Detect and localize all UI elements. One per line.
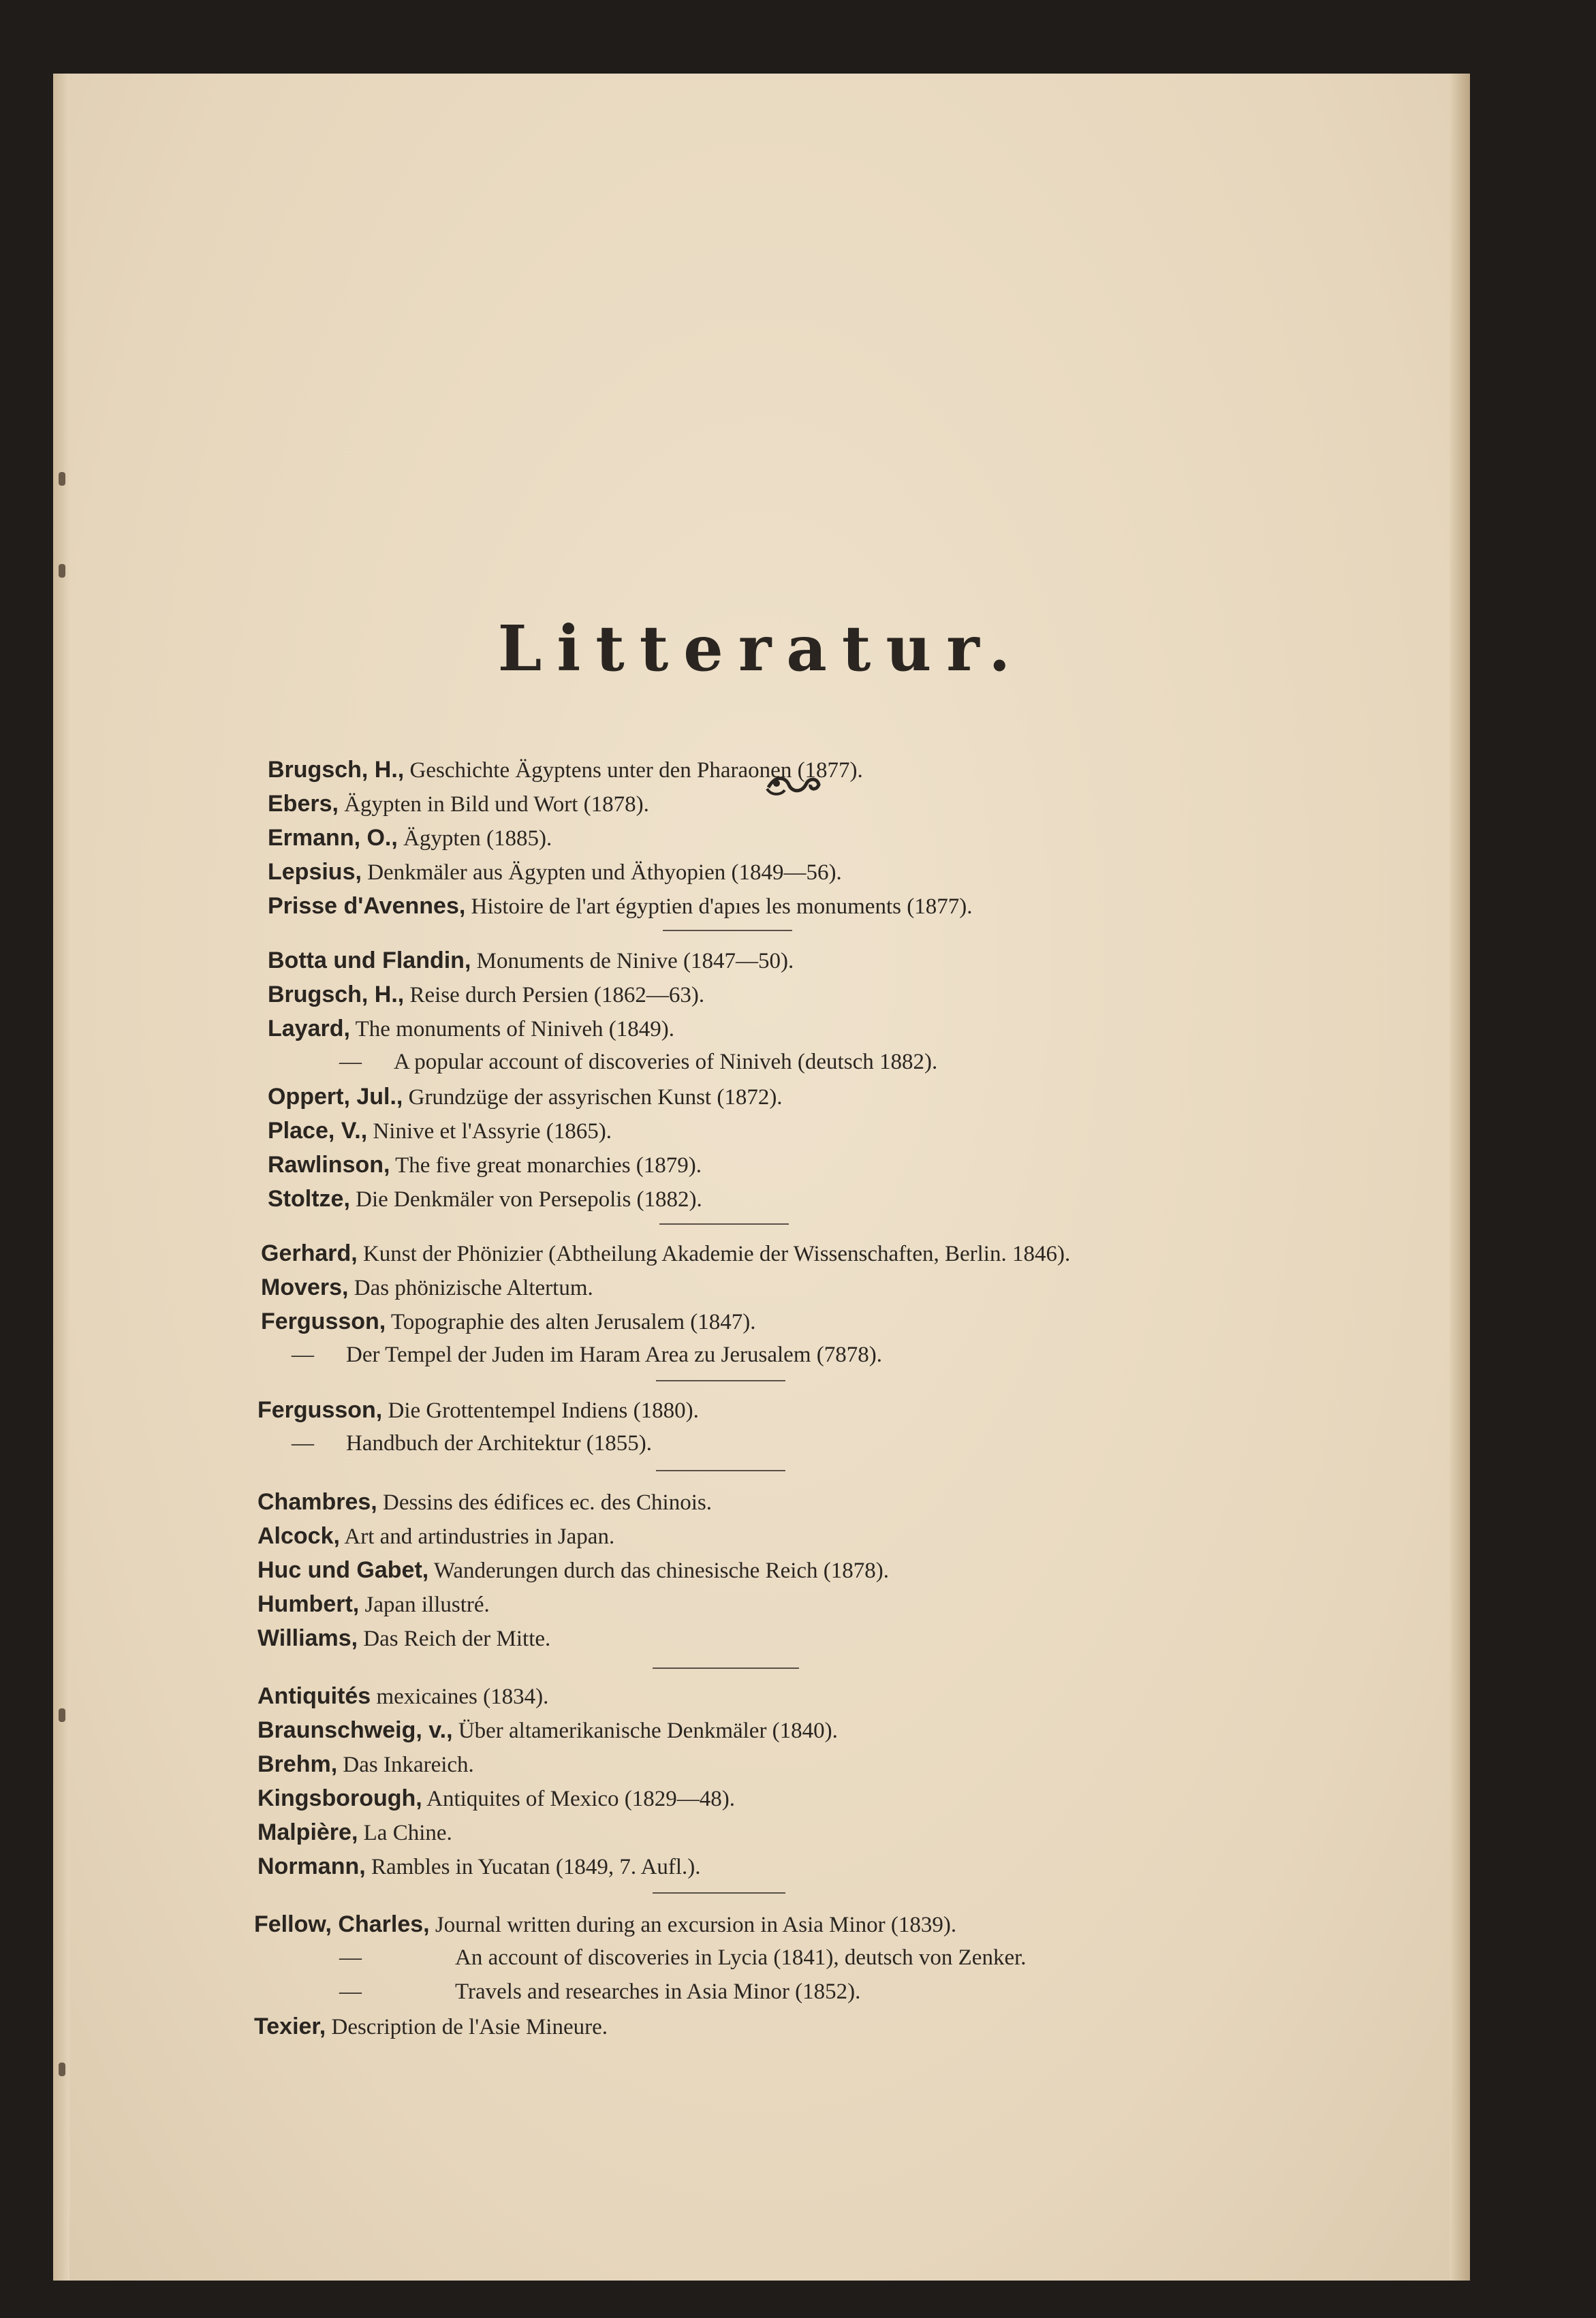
bibliography-entry: Oppert, Jul., Grundzüge der assyrischen Kunst (1872).	[268, 1084, 783, 1110]
section-divider	[659, 1223, 789, 1225]
bibliography-entry: Williams, Das Reich der Mitte.	[257, 1625, 551, 1651]
bibliography-entry: Rawlinson, The five great monarchies (1879).	[268, 1152, 702, 1178]
bibliography-entry: Humbert, Japan illustré.	[257, 1591, 490, 1617]
bibliography-entry: Ermann, O., Ägypten (1885).	[268, 825, 552, 851]
margin-mark	[59, 472, 65, 486]
bibliography-entry: — An account of discoveries in Lycia (1841), deutsch von Zenker.	[339, 1945, 1027, 1970]
margin-mark	[59, 2063, 65, 2076]
bibliography-entry: Fergusson, Die Grottentempel Indiens (1880).	[257, 1397, 699, 1423]
page-spine	[53, 74, 69, 2281]
bibliography-entry: Place, V., Ninive et l'Assyrie (1865).	[268, 1118, 612, 1144]
book-page	[53, 74, 1470, 2281]
section-divider	[653, 1892, 785, 1894]
bibliography-entry: Normann, Rambles in Yucatan (1849, 7. Aufl.).	[257, 1853, 701, 1879]
bibliography-entry: Chambres, Dessins des édifices ec. des Chinois.	[257, 1489, 712, 1515]
bibliography-entry: Lepsius, Denkmäler aus Ägypten und Äthyopien (1849—56).	[268, 859, 842, 885]
bibliography-entry: Prisse d'Avennes, Histoire de l'art égyptien d'apıes les monuments (1877).	[268, 893, 973, 919]
section-divider	[653, 1667, 799, 1669]
margin-mark	[59, 564, 65, 578]
page-title: Litteratur.	[497, 612, 1026, 685]
bibliography-entry: Fellow, Charles, Journal written during an excursion in Asia Minor (1839).	[254, 1911, 957, 1937]
bibliography-entry: Malpière, La Chine.	[257, 1819, 452, 1845]
margin-mark	[59, 1708, 65, 1722]
section-divider	[656, 1470, 785, 1471]
bibliography-entry: Braunschweig, v., Über altamerikanische Denkmäler (1840).	[257, 1717, 838, 1743]
bibliography-entry: — Travels and researches in Asia Minor (1852).	[339, 1979, 861, 2004]
bibliography-entry: Layard, The monuments of Niniveh (1849).	[268, 1016, 674, 1041]
bibliography-entry: Antiquités mexicaines (1834).	[257, 1683, 549, 1709]
section-divider	[656, 1380, 785, 1381]
bibliography-entry: Fergusson, Topographie des alten Jerusalem (1847).	[261, 1309, 756, 1334]
bibliography-entry: — A popular account of discoveries of Niniveh (deutsch 1882).	[339, 1050, 938, 1074]
bibliography-entry: — Der Tempel der Juden im Haram Area zu Jerusalem (7878).	[292, 1343, 882, 1367]
bibliography-entry: Alcock, Art and artindustries in Japan.	[257, 1523, 615, 1549]
bibliography-entry: Gerhard, Kunst der Phönizier (Abtheilung Akademie der Wissenschaften, Berlin. 1846).	[261, 1240, 1071, 1266]
bibliography-entry: Botta und Flandin, Monuments de Ninive (1847—50).	[268, 947, 794, 973]
bibliography-entry: — Handbuch der Architektur (1855).	[292, 1431, 653, 1456]
bibliography-entry: Brugsch, H., Reise durch Persien (1862—63).	[268, 982, 705, 1007]
bibliography-entry: Kingsborough, Antiquites of Mexico (1829—48).	[257, 1785, 735, 1811]
bibliography-entry: Ebers, Ägypten in Bild und Wort (1878).	[268, 791, 649, 817]
bibliography-entry: Movers, Das phönizische Altertum.	[261, 1274, 593, 1300]
page-edge	[1450, 74, 1470, 2281]
bibliography-entry: Brehm, Das Inkareich.	[257, 1751, 474, 1777]
bibliography-entry: Texier, Description de l'Asie Mineure.	[254, 2014, 608, 2039]
bibliography-entry: Huc und Gabet, Wanderungen durch das chinesische Reich (1878).	[257, 1557, 890, 1583]
bibliography-entry: Brugsch, H., Geschichte Ägyptens unter den Pharaonen (1877).	[268, 757, 863, 783]
section-divider	[663, 930, 792, 931]
bibliography-entry: Stoltze, Die Denkmäler von Persepolis (1882).	[268, 1186, 702, 1212]
